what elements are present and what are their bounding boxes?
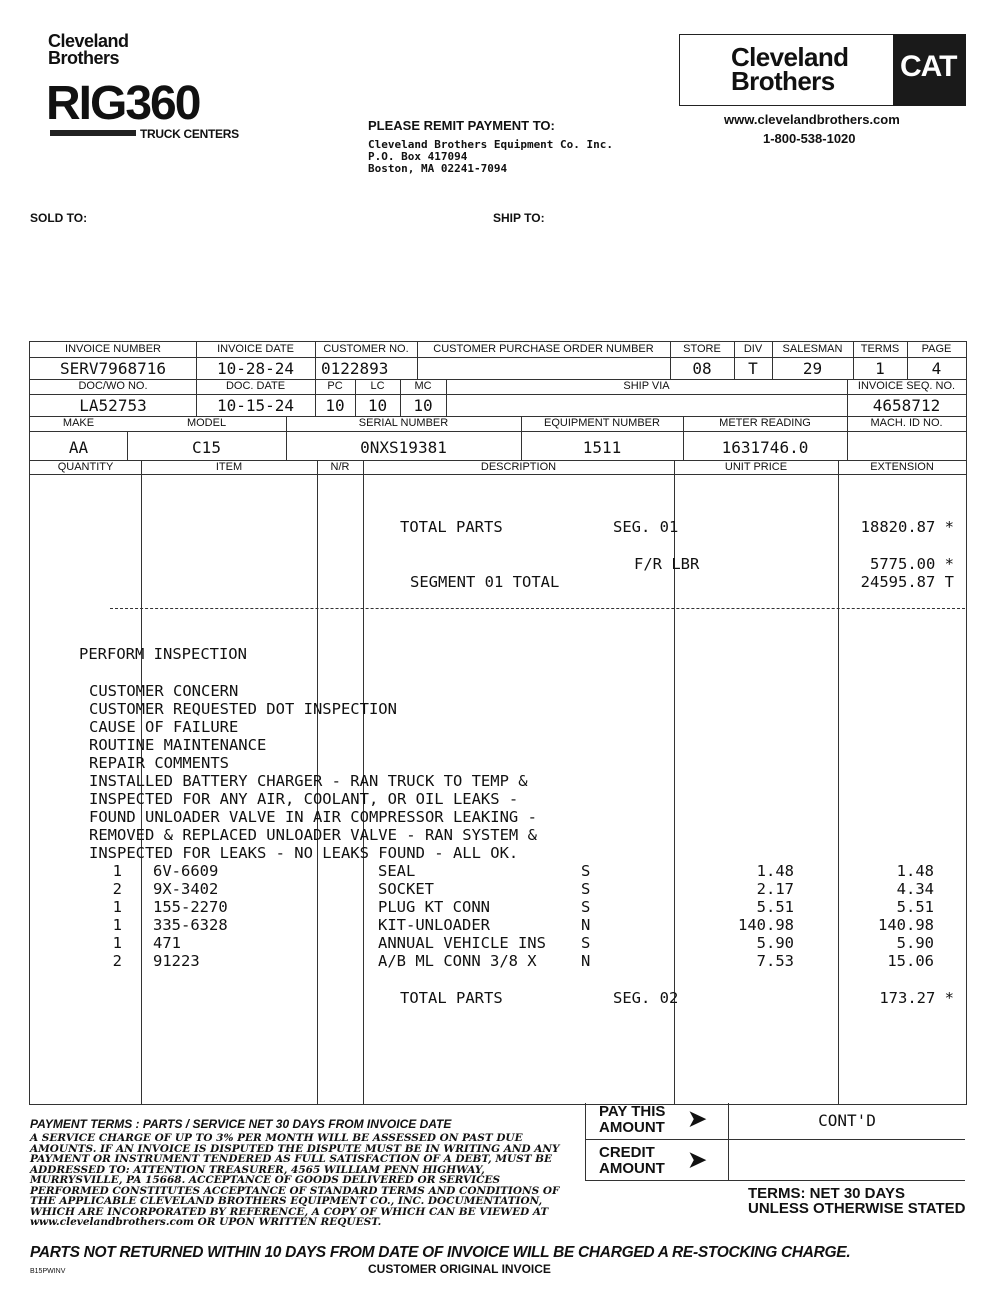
item-description: PLUG KT CONN <box>378 898 490 916</box>
hdr-pc: PC <box>327 380 343 392</box>
remit-line-2: P.O. Box 417094 <box>368 150 468 163</box>
doc-date: 10-15-24 <box>216 396 295 415</box>
credit-line1: CREDIT <box>599 1144 655 1161</box>
item-extension: 4.34 <box>896 880 934 898</box>
meter-reading: 1631746.0 <box>721 438 809 457</box>
note-line: REPAIR COMMENTS <box>89 754 229 772</box>
item-nr: S <box>581 934 591 952</box>
item-nr: N <box>581 952 591 970</box>
remit-line-3: Boston, MA 02241-7094 <box>368 162 508 175</box>
total-parts-label-1: TOTAL PARTS <box>400 518 503 536</box>
credit-line2: AMOUNT <box>599 1160 665 1177</box>
item-nr: S <box>581 898 591 916</box>
customer-no: 0122893 <box>321 359 389 378</box>
item-unit-price: 2.17 <box>756 880 794 898</box>
item-extension: 1.48 <box>896 862 934 880</box>
arrow-right-icon: ➤ <box>688 1147 707 1172</box>
cb-line2: Brothers <box>731 66 835 96</box>
page: 4 <box>931 359 942 378</box>
item-qty: 1 <box>112 916 122 934</box>
perform-inspection: PERFORM INSPECTION <box>79 645 247 663</box>
model: C15 <box>192 438 221 457</box>
item-number: 471 <box>153 934 181 952</box>
sold-to-label: SOLD TO: <box>30 211 88 225</box>
hdr-unit-price: UNIT PRICE <box>724 461 788 473</box>
remit-label: PLEASE REMIT PAYMENT TO: <box>368 118 555 133</box>
hdr-customer-no: CUSTOMER NO. <box>323 343 409 355</box>
item-qty: 2 <box>112 952 122 970</box>
rig360-logo: RIG360 <box>46 77 200 130</box>
item-qty: 1 <box>112 934 122 952</box>
make: AA <box>68 438 89 457</box>
note-line: INSPECTED FOR LEAKS - NO LEAKS FOUND - ALL OK. <box>89 844 519 862</box>
arrow-right-icon: ➤ <box>688 1106 707 1131</box>
hdr-page: PAGE <box>921 343 952 355</box>
item-unit-price: 1.48 <box>756 862 794 880</box>
item-extension: 15.06 <box>887 952 934 970</box>
hdr-store: STORE <box>683 343 721 355</box>
ship-to-label: SHIP TO: <box>493 211 545 225</box>
note-line: CAUSE OF FAILURE <box>89 718 239 736</box>
terms-line1: TERMS: NET 30 DAYS <box>748 1185 905 1202</box>
total-parts-value-2: 173.27 * <box>879 989 954 1007</box>
item-description: A/B ML CONN 3/8 X <box>378 952 537 970</box>
item-qty: 2 <box>112 880 122 898</box>
invoice-date: 10-28-24 <box>216 359 295 378</box>
item-unit-price: 5.51 <box>756 898 794 916</box>
item-number: 9X-3402 <box>153 880 219 898</box>
item-nr: S <box>581 862 591 880</box>
terms-line2: UNLESS OTHERWISE STATED <box>748 1200 966 1217</box>
div: T <box>748 359 758 378</box>
hdr-mach-id-no: MACH. ID NO. <box>870 417 943 429</box>
pay-line2: AMOUNT <box>599 1119 665 1136</box>
total-parts-label-2: TOTAL PARTS <box>400 989 503 1007</box>
hdr-invoice-seq-no: INVOICE SEQ. NO. <box>857 380 956 392</box>
hdr-customer-po: CUSTOMER PURCHASE ORDER NUMBER <box>433 343 654 355</box>
equipment-number: 1511 <box>582 438 622 457</box>
hdr-serial-number: SERIAL NUMBER <box>358 417 449 429</box>
hdr-ship-via: SHIP VIA <box>623 380 670 392</box>
segment-total-label: SEGMENT 01 TOTAL <box>410 573 560 591</box>
item-number: 155-2270 <box>153 898 228 916</box>
labor-value: 5775.00 * <box>870 555 954 573</box>
rig-brand-line2: Brothers <box>48 48 120 68</box>
hdr-quantity: QUANTITY <box>57 461 114 473</box>
hdr-invoice-date: INVOICE DATE <box>217 343 294 355</box>
cat-logo: CAT <box>900 50 957 83</box>
item-extension: 5.51 <box>896 898 934 916</box>
hdr-make: MAKE <box>62 417 95 429</box>
hdr-div: DIV <box>743 343 763 355</box>
item-number: 91223 <box>153 952 200 970</box>
item-unit-price: 5.90 <box>756 934 794 952</box>
total-parts-value-1: 18820.87 * <box>860 518 954 536</box>
item-description: SOCKET <box>378 880 434 898</box>
cb-line1: Cleveland <box>731 42 849 72</box>
store: 08 <box>692 359 712 378</box>
hdr-model: MODEL <box>186 417 227 429</box>
hdr-extension: EXTENSION <box>870 461 934 473</box>
segment-label-1: SEG. 01 <box>613 518 679 536</box>
credit-amount-label <box>599 1145 665 1177</box>
hdr-lc: LC <box>370 380 385 392</box>
restocking-warning: PARTS NOT RETURNED WITHIN 10 DAYS FROM DATE OF INVOICE WILL BE CHARGED A RE-STOCKING CHARGE. <box>30 1244 851 1261</box>
note-line: FOUND UNLOADER VALVE IN AIR COMPRESSOR LEAKING - <box>89 808 537 826</box>
form-number: B15PWINV <box>30 1268 66 1275</box>
hdr-meter-reading: METER READING <box>719 417 811 429</box>
item-description: KIT-UNLOADER <box>378 916 490 934</box>
rig-logo-bar <box>50 130 136 136</box>
item-qty: 1 <box>112 898 122 916</box>
rig-brand-line1: Cleveland <box>48 31 129 51</box>
note-line: INSTALLED BATTERY CHARGER - RAN TRUCK TO TEMP & <box>89 772 528 790</box>
hdr-nr: N/R <box>330 461 350 473</box>
rig-sub-label: TRUCK CENTERS <box>140 127 239 141</box>
invoice-number: SERV7968716 <box>60 359 166 378</box>
note-line: CUSTOMER CONCERN <box>89 682 239 700</box>
segment-total-value: 24595.87 T <box>860 573 954 591</box>
hdr-doc-date: DOC. DATE <box>225 380 286 392</box>
hdr-doc-wo-no: DOC/WO NO. <box>78 380 148 392</box>
item-extension: 140.98 <box>878 916 934 934</box>
rig-brand-name <box>48 33 129 67</box>
note-line: CUSTOMER REQUESTED DOT INSPECTION <box>89 700 397 718</box>
hdr-terms: TERMS <box>860 343 900 355</box>
hdr-salesman: SALESMAN <box>782 343 843 355</box>
terms: 1 <box>875 359 885 378</box>
item-description: ANNUAL VEHICLE INS <box>378 934 546 952</box>
invoice-seq-no: 4658712 <box>872 396 941 415</box>
remit-line-1: Cleveland Brothers Equipment Co. Inc. <box>368 138 614 151</box>
pc: 10 <box>325 396 345 415</box>
mc: 10 <box>413 396 433 415</box>
segment-label-2: SEG. 02 <box>613 989 679 1007</box>
hdr-item: ITEM <box>215 461 243 473</box>
item-extension: 5.90 <box>896 934 934 952</box>
pay-amount-value: CONT'D <box>818 1111 876 1130</box>
phone-number: 1-800-538-1020 <box>763 131 856 146</box>
item-number: 335-6328 <box>153 916 228 934</box>
fine-print: A SERVICE CHARGE OF UP TO 3% PER MONTH WILL BE ASSESSED ON PAST DUE AMOUNTS. IF AN INVOICE IS DISPUTED THE DISPUTE MUST BE IN WRITING AND ANY PAYMENT OR INSTRUMENT TENDERED AS FULL SATISFACTION OF A DEBT, MUST BE ADDRESSED TO: ATTENTION TREASURER, 4565 WILLIAM PENN HIGHWAY, MURRYSVILLE, PA 15668. ACCEPTANCE OF GOODS DELIVERED OR SERVICES PERFORMED CONSTITUTES ACCEPTANCE OF STANDARD TERMS AND CONDITIONS OF THE APPLICABLE CLEVELAND BROTHERS EQUIPMENT CO., INC. DOCUMENTATION, WHICH ARE INCORPORATED BY REFERENCE, A COPY OF WHICH CAN BE VIEWED AT www.clevelandbrothers.com OR UPON WRITTEN REQUEST. <box>30 1132 560 1228</box>
salesman: 29 <box>802 359 823 378</box>
customer-original-invoice: CUSTOMER ORIGINAL INVOICE <box>368 1262 551 1276</box>
website: www.clevelandbrothers.com <box>724 112 900 127</box>
item-nr: N <box>581 916 591 934</box>
payment-terms: PAYMENT TERMS : PARTS / SERVICE NET 30 DAYS FROM INVOICE DATE <box>30 1117 452 1131</box>
hdr-invoice-number: INVOICE NUMBER <box>65 343 161 355</box>
note-line: ROUTINE MAINTENANCE <box>89 736 267 754</box>
hdr-equipment-number: EQUIPMENT NUMBER <box>544 417 660 429</box>
doc-wo-no: LA52753 <box>79 396 147 415</box>
net-terms <box>748 1186 966 1216</box>
cleveland-brothers-logo <box>731 42 849 96</box>
item-unit-price: 7.53 <box>756 952 794 970</box>
serial-number: 0NXS19381 <box>360 438 447 457</box>
item-number: 6V-6609 <box>153 862 219 880</box>
segment-divider <box>110 608 965 609</box>
item-description: SEAL <box>378 862 416 880</box>
pay-line1: PAY THIS <box>599 1103 666 1120</box>
item-unit-price: 140.98 <box>738 916 794 934</box>
pay-this-amount-label <box>599 1104 665 1136</box>
item-nr: S <box>581 880 591 898</box>
hdr-description: DESCRIPTION <box>480 461 557 473</box>
item-qty: 1 <box>112 862 122 880</box>
lc: 10 <box>367 396 388 415</box>
note-line: INSPECTED FOR ANY AIR, COOLANT, OR OIL LEAKS - <box>89 790 519 808</box>
hdr-mc: MC <box>414 380 432 392</box>
fr-lbr-label: F/R LBR <box>634 555 700 573</box>
note-line: REMOVED & REPLACED UNLOADER VALVE - RAN SYSTEM & <box>89 826 537 844</box>
